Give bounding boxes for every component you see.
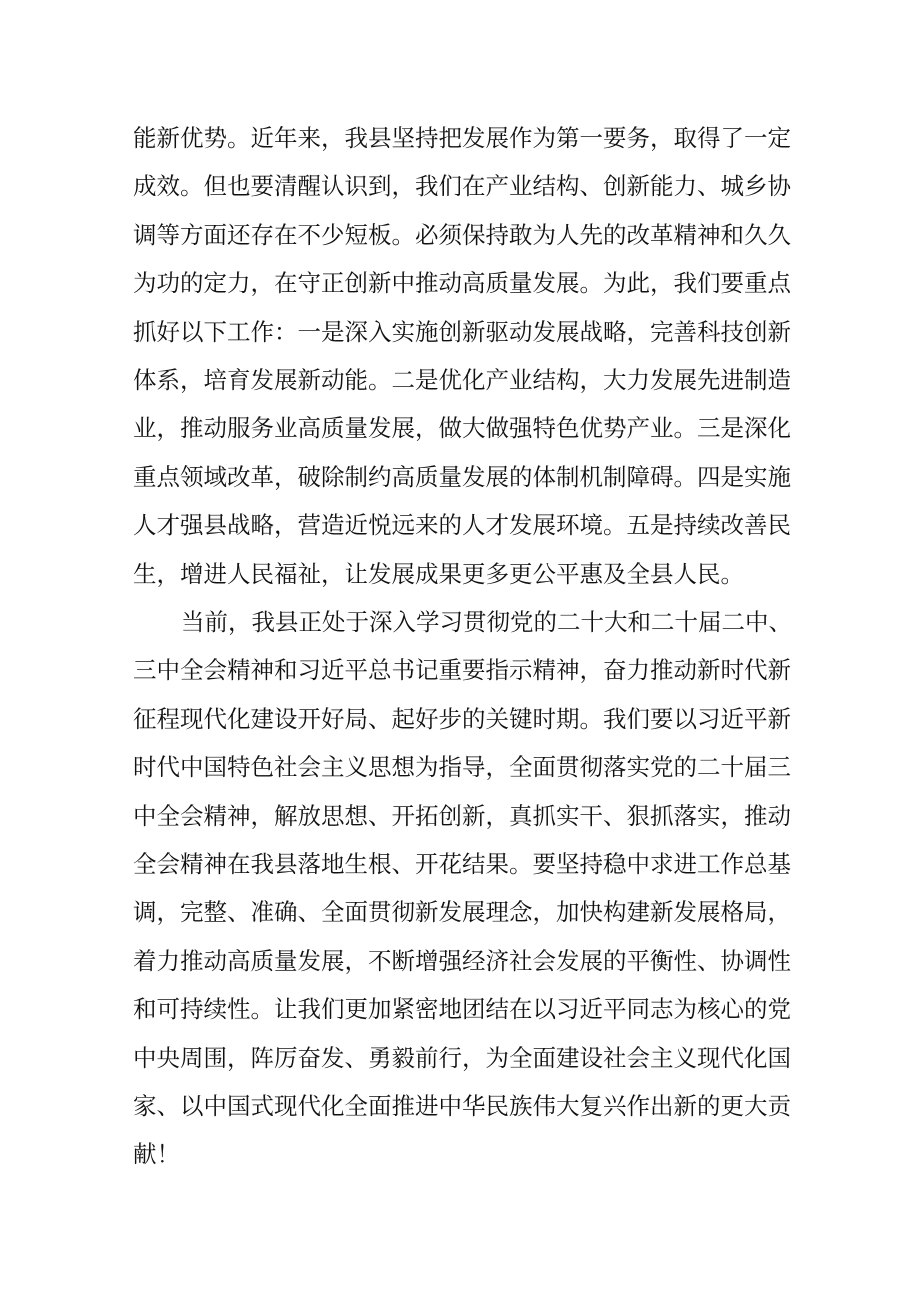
paragraph-2-line: 中全会精神，解放思想、开拓创新，真抓实干、狠抓落实，推动	[133, 801, 791, 830]
paragraph-1-line: 成效。但也要清醒认识到，我们在产业结构、创新能力、城乡协	[133, 172, 791, 201]
paragraph-2-line: 全会精神在我县落地生根、开花结果。要坚持稳中求进工作总基	[133, 849, 791, 878]
paragraph-2-line: 家、以中国式现代化全面推进中华民族伟大复兴作出新的更大贡	[133, 1091, 791, 1120]
paragraph-1-line: 生，增进人民福祉，让发展成果更多更公平惠及全县人民。	[133, 559, 744, 588]
paragraph-1-line: 能新优势。近年来，我县坚持把发展作为第一要务，取得了一定	[133, 124, 791, 152]
paragraph-2-first-line: 当前，我县正处于深入学习贯彻党的二十大和二十届二中、	[181, 608, 792, 636]
paragraph-2-line: 征程现代化建设开好局、起好步的关键时期。我们要以习近平新	[133, 704, 791, 733]
paragraph-2-line: 中央周围，阵厉奋发、勇毅前行，为全面建设社会主义现代化国	[133, 1043, 791, 1072]
paragraph-2-line: 和可持续性。让我们更加紧密地团结在以习近平同志为核心的党	[133, 995, 791, 1024]
paragraph-1-line: 重点领域改革，破除制约高质量发展的体制机制障碍。四是实施	[133, 462, 791, 491]
paragraph-2-line: 调，完整、准确、全面贯彻新发展理念，加快构建新发展格局，	[133, 898, 791, 927]
paragraph-1-line: 业，推动服务业高质量发展，做大做强特色优势产业。三是深化	[133, 414, 791, 443]
paragraph-1-line: 体系，培育发展新动能。二是优化产业结构，大力发展先进制造	[133, 365, 791, 394]
paragraph-1	[133, 114, 793, 598]
paragraph-1-line: 人才强县战略，营造近悦远来的人才发展环境。五是持续改善民	[133, 511, 791, 540]
paragraph-2-line: 献！	[133, 1140, 180, 1169]
paragraph-1-line: 为功的定力，在守正创新中推动高质量发展。为此，我们要重点	[133, 269, 791, 298]
paragraph-1-line: 抓好以下工作：一是深入实施创新驱动发展战略，完善科技创新	[133, 317, 791, 346]
paragraph-2-line: 着力推动高质量发展，不断增强经济社会发展的平衡性、协调性	[133, 946, 791, 975]
paragraph-2	[133, 598, 793, 1179]
paragraph-2-line: 时代中国特色社会主义思想为指导，全面贯彻落实党的二十届三	[133, 753, 791, 782]
paragraph-1-line: 调等方面还存在不少短板。必须保持敢为人先的改革精神和久久	[133, 220, 791, 249]
paragraph-2-line: 三中全会精神和习近平总书记重要指示精神，奋力推动新时代新	[133, 656, 791, 685]
